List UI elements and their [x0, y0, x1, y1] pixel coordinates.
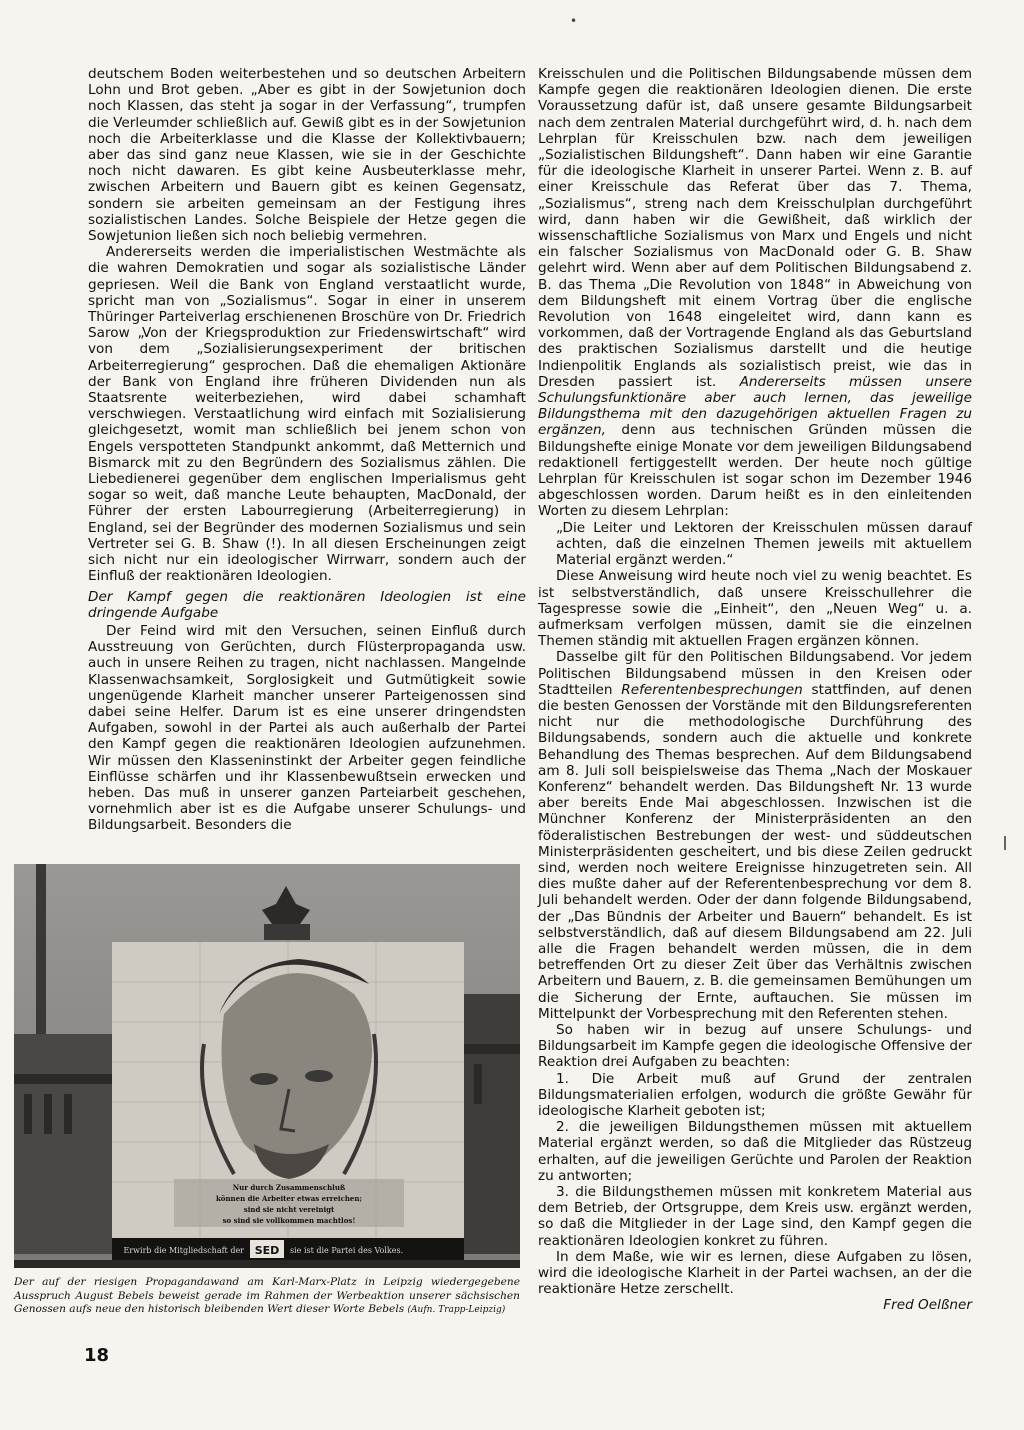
banner-text-right: sie ist die Partei des Volkes. [290, 1246, 404, 1255]
list-item: 3. die Bildungsthemen müssen mit konkretem Material aus dem Betrieb, der Ortsgruppe, dem Kreis usw. ergänzt werden, so daß die Mitglieder in der Lage sind, den Kampf gegen die reaktionären Ideologien konkret zu führen. [538, 1184, 972, 1249]
list-item: 2. die jeweiligen Bildungsthemen müssen mit aktuellem Material ergänzt werden, so daß die Mitglieder das Rüstzeug erhalten, auf die jeweiligen Gerüchte und Parolen der Reaktion zu antworten; [538, 1119, 972, 1184]
top-mark: • [570, 14, 578, 28]
caption-text: Der auf der riesigen Propagandawand am Karl-Marx-Platz in Leipzig wiedergegebene Ausspruch August Bebels beweist gerade im Rahmen der Werbeaktion unserer sächsischen Genossen aufs neue den historisch bleibenden Wert dieser Worte Bebels [14, 1276, 520, 1316]
paragraph: Andererseits werden die imperialistischen Westmächte als die wahren Demokratien und sogar als sozialistische Länder gepriesen. Weil die Bank von England verstaatlicht wurde, spricht man von „Sozialismus“. Sogar in einer in unserem Thüringer Parteiverlag erschienenen Broschüre von Dr. Friedrich Sarow „Von der Kriegsproduktion zur Friedenswirtschaft“ wird von dem „Sozialisierungsexperiment der britischen Arbeiterregierung“ gesprochen. Daß die ehemaligen Aktionäre der Bank von England ihre früheren Dividenden nun als Staatsrente weiterbeziehen, wird dabei schamhaft verschwiegen. Verstaatlichung wird einfach mit Sozialisierung gleichgesetzt, womit man schließlich bei jenem schon von Engels verspotteten Standpunkt ankommt, daß Metternich und Bismarck mit zu den Begründern des Sozialismus zählen. Die Liebedienerei gegenüber dem englischen Imperialismus geht sogar so weit, daß manche Leute behaupten, MacDonald, der Führer der ersten Labourregierung (Arbeiterregierung) in England, sei der Begründer des modernen Sozialismus und sein Vertreter sei G. B. Shaw (!). In all diesen Erscheinungen zeigt sich nicht nur ein ideologischer Wirrwarr, sondern auch der Einfluß der reaktionären Ideologien. [88, 244, 526, 585]
photo-caption [14, 1276, 520, 1318]
paragraph [538, 66, 972, 520]
wall-quote-line: Nur durch Zusammenschluß [232, 1183, 346, 1192]
wall-quote-line: sind sie nicht vereinigt [243, 1205, 335, 1214]
page-number: 18 [84, 1345, 110, 1366]
quotation: „Die Leiter und Lektoren der Kreisschulen müssen darauf achten, daß die einzelnen Themen jeweils mit aktuellem Material ergänzt werden.“ [556, 519, 972, 569]
paragraph-text: Kreisschulen und die Politischen Bildungsabende müssen dem Kampfe gegen die reaktionären Ideologien dienen. Die erste Voraussetzung dafür ist, daß unsere gesamte Bildungsarbeit nach dem zentralen Material durchgeführt wird, d. h. nach dem Lehrplan für Kreisschulen bzw. nach dem jeweiligen „Sozialistischen Bildungsheft“. Dann haben wir eine Garantie für die ideologische Klarheit in unserer Partei. Wenn z. B. auf einer Kreisschule das Referat über das 7. Thema, „Sozialismus“, streng nach dem Kreisschulplan durchgeführt wird, dann haben wir die Gewißheit, daß wirklich der wissenschaftliche Sozialismus von Marx und Engels und nicht ein falscher Sozialismus von MacDonald oder G. B. Shaw gelehrt wird. Wenn aber auf dem Politischen Bildungsabend z. B. das Thema „Die Revolution von 1848“ in Abweichung von dem Bildungsheft mit einem Vortrag über die englische Revolution von 1648 eingeleitet wird, dann kann es vorkommen, daß der Vortragende England als das Geburtsland des praktischen Sozialismus darstellt und die heutige Indienpolitik Englands als sozialistisch preist, wie das in Dresden passiert ist. [538, 66, 972, 390]
section-heading: Der Kampf gegen die reaktionären Ideologien ist eine dringende Aufgabe [88, 588, 526, 621]
photo-credit: (Aufn. Trapp-Leipzig) [407, 1305, 506, 1316]
paragraph: So haben wir in bezug auf unsere Schulungs- und Bildungsarbeit im Kampfe gegen die ideologische Offensive der Reaktion drei Aufgaben zu beachten: [538, 1021, 972, 1071]
paragraph: In dem Maße, wie wir es lernen, diese Aufgaben zu lösen, wird die ideologische Klarheit in der Partei wachsen, an der die reaktionäre Hetze zerschellt. [538, 1248, 972, 1298]
list-item: 1. Die Arbeit muß auf Grund der zentralen Bildungsmaterialien erfolgen, wodurch die größte Gewähr für ideologische Klarheit geboten ist; [538, 1070, 972, 1119]
emphasis-text: Referentenbesprechungen [621, 681, 803, 698]
photo-illustration [14, 864, 520, 1268]
paragraph-text: Dasselbe gilt für den Politischen Bildungsabend. Vor jedem Politischen Bildungsabend müssen in den Kreisen oder Stadtteilen [538, 649, 972, 698]
paragraph: deutschem Boden weiterbestehen und so deutschen Arbeitern Lohn und Brot geben. „Aber es gibt in der Sowjetunion doch noch Klassen, das steht ja sogar in der Verfassung“, trumpfen die Verleumder schließlich auf. Gewiß gibt es in der Sowjetunion noch die Arbeiterklasse und die Klasse der Kollektivbauern; aber das sind ganz neue Klassen, wie sie in der Geschichte noch nicht dawaren. Es gibt keine Ausbeuterklasse mehr, zwischen Arbeitern und Bauern gibt es keinen Gegensatz, sondern sie arbeiten gemeinsam an der Festigung ihres sozialistischen Landes. Solche Beispiele der Hetze gegen die Sowjetunion ließen sich noch beliebig vermehren. [88, 66, 526, 245]
left-column [88, 66, 526, 834]
paragraph: Der Feind wird mit den Versuchen, seinen Einfluß durch Ausstreuung von Gerüchten, durch Flüsterpropaganda usw. auch in unsere Reihen zu tragen, nicht nachlassen. Mangelnde Klassenwachsamkeit, Sorglosigkeit und Gutmütigkeit sowie ungenügende Klarheit mancher unserer Parteigenossen sind dabei seine Helfer. Darum ist es eine unserer dringendsten Aufgaben, sowohl in der Partei als auch außerhalb der Partei den Kampf gegen die reaktionären Ideologien aufzunehmen. Wir müssen den Klasseninstinkt der Arbeiter gegen feindliche Einflüsse schärfen und ihr Klassenbewußtsein erwecken und heben. Das muß in unserer ganzen Parteiarbeit geschehen, vornehmlich aber ist es die Aufgabe unserer Schulungs- und Bildungsarbeit. Besonders die [88, 622, 526, 834]
emphasis-text: Andererseits müssen unsere Schulungsfunktionäre aber auch lernen, das jeweilige Bildungsthema mit den dazugehörigen aktuellen Fragen zu ergänzen, [538, 373, 972, 439]
right-column [538, 66, 972, 1314]
wall-quote-line: können die Arbeiter etwas erreichen; [215, 1194, 363, 1203]
author-signature: Fred Oelßner [883, 1297, 972, 1314]
paragraph [538, 649, 972, 1022]
propaganda-wall-photo [14, 864, 520, 1268]
paragraph-text: stattfinden, auf denen die besten Genossen der Vorstände mit den Bildungsreferenten nicht nur die methodologische Durchführung des Bildungsabends, sondern auch die aktuelle und konkrete Behandlung des Themas besprechen. Auf dem Bildungsabend am 8. Juli soll beispielsweise das Thema „Nach der Moskauer Konferenz“ behandelt werden. Das Bildungsheft Nr. 13 wurde aber bereits Ende Mai abgeschlossen. Inzwischen ist die Münchner Konferenz der Ministerpräsidenten an den föderalistischen Bestrebungen der west- und süddeutschen Ministerpräsidenten gescheitert, und bis diese Zeilen gedruckt sind, werden noch weitere Ereignisse hinzugetreten sein. All dies mußte daher auf der Referentenbesprechung vor dem 8. Juli behandelt werden. Oder der dann folgende Bildungsabend, der „Das Bündnis der Arbeiter und Bauern“ behandelt. Es ist selbstverständlich, daß auf diesem Bildungsabend am 22. Juli alle die Fragen behandelt werden müssen, die in dem betreffenden Ort zu dieser Zeit über das Verhältnis zwischen Arbeitern und Bauern, z. B. die gemeinsamen Bemühungen um die Sicherung der Ernte, auftauchen. Sie müssen im Mittelpunkt der Vorbesprechung mit den Referenten stehen. [538, 681, 972, 1022]
sed-logo: SED [254, 1244, 280, 1257]
margin-tick [1004, 836, 1006, 850]
paragraph-text: denn aus technischen Gründen müssen die Bildungshefte einige Monate vor dem jeweiligen Bildungsabend redaktionell fertiggestellt werden. Der heute noch gültige Lehrplan für Kreisschulen ist sogar schon im Dezember 1946 abgeschlossen worden. Darum heißt es in den einleitenden Worten zu diesem Lehrplan: [538, 422, 972, 520]
paragraph: Diese Anweisung wird heute noch viel zu wenig beachtet. Es ist selbstverständlich, daß unsere Kreisschullehrer die Tagespresse sowie die „Einheit“, den „Neuen Weg“ u. a. aufmerksam verfolgen müssen, damit sie die einzelnen Themen ständig mit aktuellen Fragen ergänzen können. [538, 568, 972, 650]
wall-quote-line: so sind sie vollkommen machtlos! [222, 1216, 356, 1225]
banner-text-left: Erwirb die Mitgliedschaft der [123, 1246, 244, 1255]
